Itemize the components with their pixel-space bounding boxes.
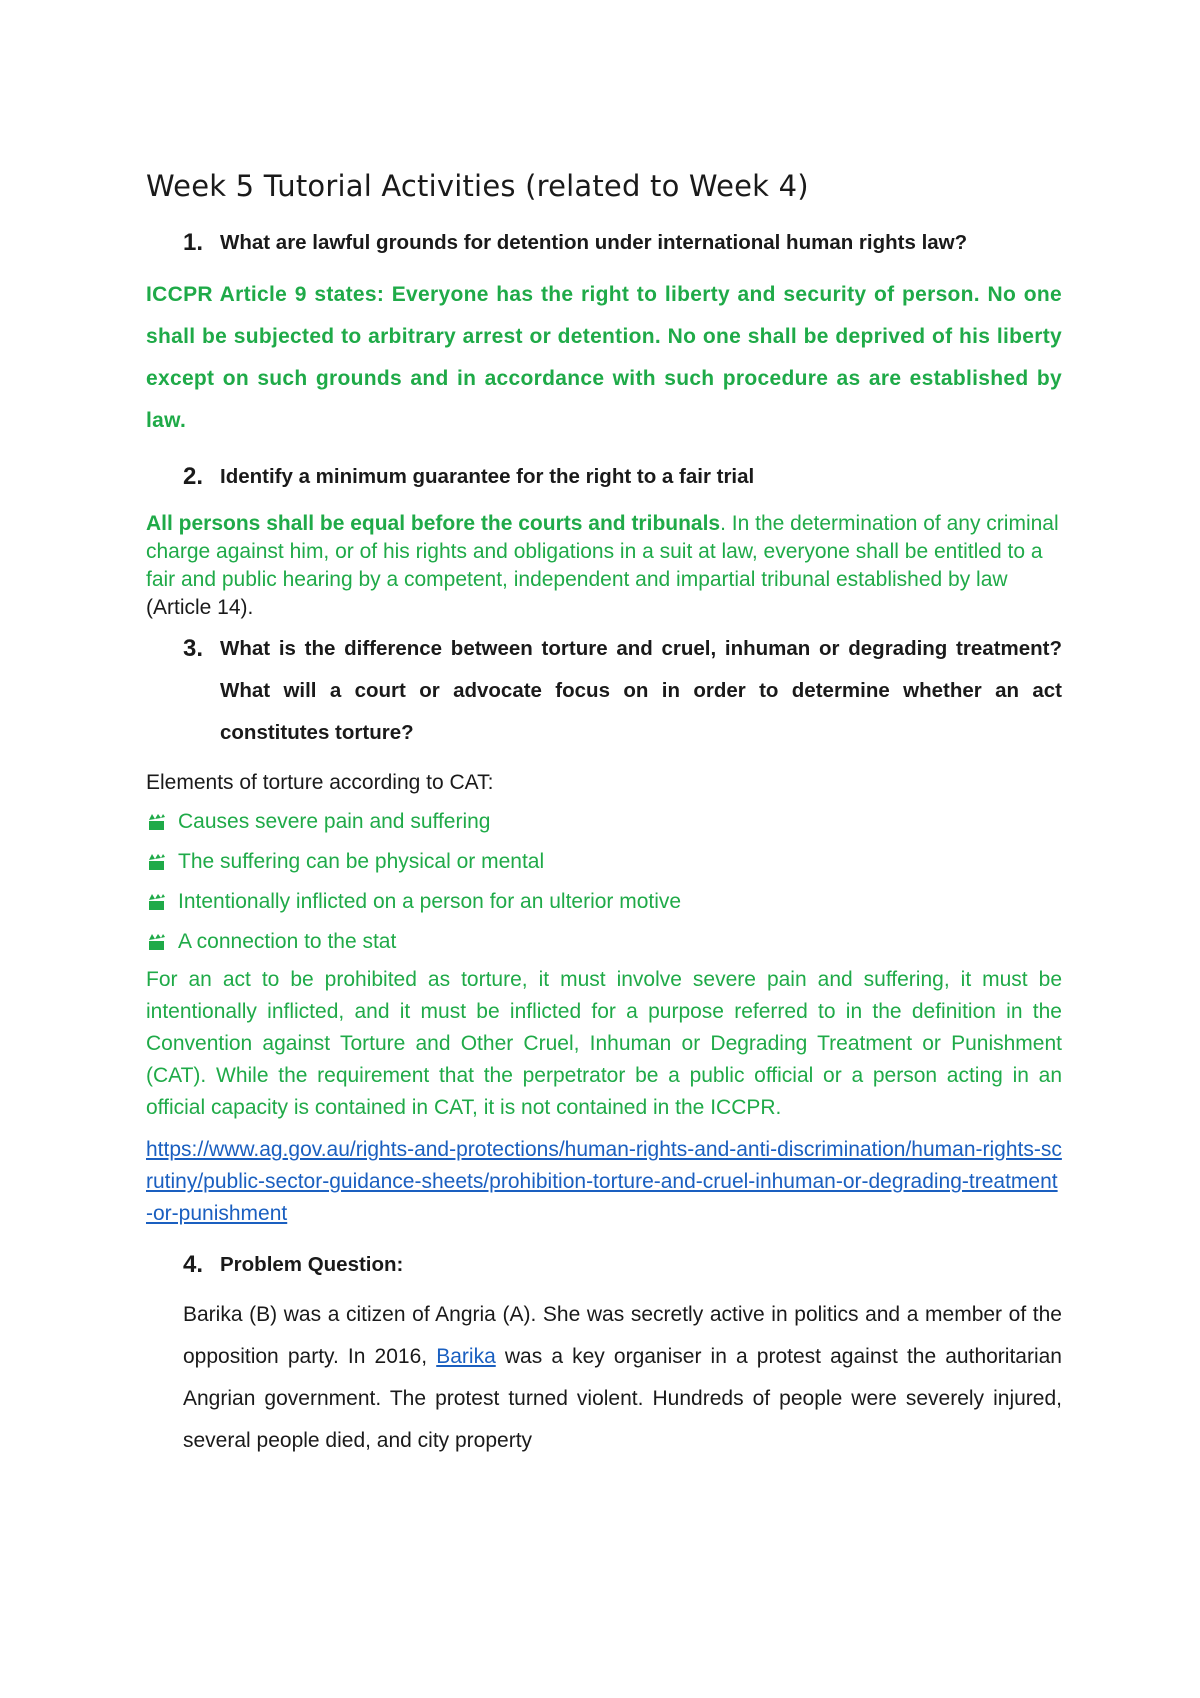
list-item-text: Intentionally inflicted on a person for an ulterior motive (178, 890, 682, 913)
question-number: 4. (183, 1251, 204, 1278)
list-item (146, 922, 1062, 962)
elements-list (146, 802, 1062, 962)
question-text: What are lawful grounds for detention under international human rights law? (220, 231, 968, 254)
question-4 (183, 1244, 1062, 1286)
answer-reference: (Article 14). (146, 596, 254, 619)
question-number: 3. (183, 635, 204, 662)
answer-2 (146, 510, 1062, 622)
question-text: Problem Question: (220, 1253, 404, 1276)
question-3 (183, 628, 1062, 754)
answer-1: ICCPR Article 9 states: Everyone has the right to liberty and security of person. No one shall be subjected to arbitrary arrest or detention. No one shall be deprived of his liberty except on such grounds and in accordance with such procedure as are established by law. (146, 283, 1062, 432)
clapperboard-icon (146, 811, 168, 833)
clapperboard-icon (146, 851, 168, 873)
answer-body: . In the determination of any criminal charge against him, or of his rights and obligations in a suit at law, everyone shall be entitled to a fair and public hearing by a competent, independent and impartial tribunal established by law (146, 512, 1059, 591)
list-item-text: The suffering can be physical or mental (178, 850, 545, 873)
barika-link[interactable]: Barika (436, 1345, 496, 1368)
list-item-text: A connection to the stat (178, 930, 397, 953)
answer-lead: All persons shall be equal before the courts and tribunals (146, 512, 721, 535)
problem-text-end: was a key organiser in a protest against the authoritarian Angrian government. The protest turned violent. Hundreds of people were severely injured, several people died, and city property (183, 1345, 1062, 1452)
list-item (146, 842, 1062, 882)
list-item (146, 882, 1062, 922)
question-text: What is the difference between torture and cruel, inhuman or degrading treatment? What will a court or advocate focus on in order to determine whether an act constitutes torture? (220, 637, 1062, 744)
question-2 (183, 456, 1062, 498)
torture-explanation: For an act to be prohibited as torture, it must involve severe pain and suffering, it must be intentionally inflicted, and it must be inflicted for a purpose referred to in the definition in the Convention against Torture and Other Cruel, Inhuman or Degrading Treatment or Punishment (CAT). While the requirement that the perpetrator be a public official or a person acting in an official capacity is contained in CAT, it is not contained in the ICCPR. (146, 968, 1062, 1119)
clapperboard-icon (146, 891, 168, 913)
page-title: Week 5 Tutorial Activities (related to Week 4) (146, 169, 809, 203)
elements-heading: Elements of torture according to CAT: (146, 771, 494, 794)
question-text: Identify a minimum guarantee for the right to a fair trial (220, 465, 755, 488)
list-item (146, 802, 1062, 842)
question-number: 2. (183, 463, 204, 490)
question-1 (183, 222, 1062, 264)
list-item-text: Causes severe pain and suffering (178, 810, 491, 833)
question-number: 1. (183, 229, 204, 256)
reference-link[interactable]: https://www.ag.gov.au/rights-and-protections/human-rights-and-anti-discrimination/human-rights-scrutiny/public-sector-guidance-sheets/prohibition-torture-and-cruel-inhuman-or-degrading-treatment-or-punishment (146, 1138, 1062, 1225)
clapperboard-icon (146, 931, 168, 953)
document-page (146, 168, 1062, 1462)
problem-text-start: Barika (B) was a citizen of Angria (A). She was secretly active in politics and a member of the opposition party. In 2016, (183, 1303, 1062, 1368)
problem-paragraph (183, 1294, 1062, 1462)
